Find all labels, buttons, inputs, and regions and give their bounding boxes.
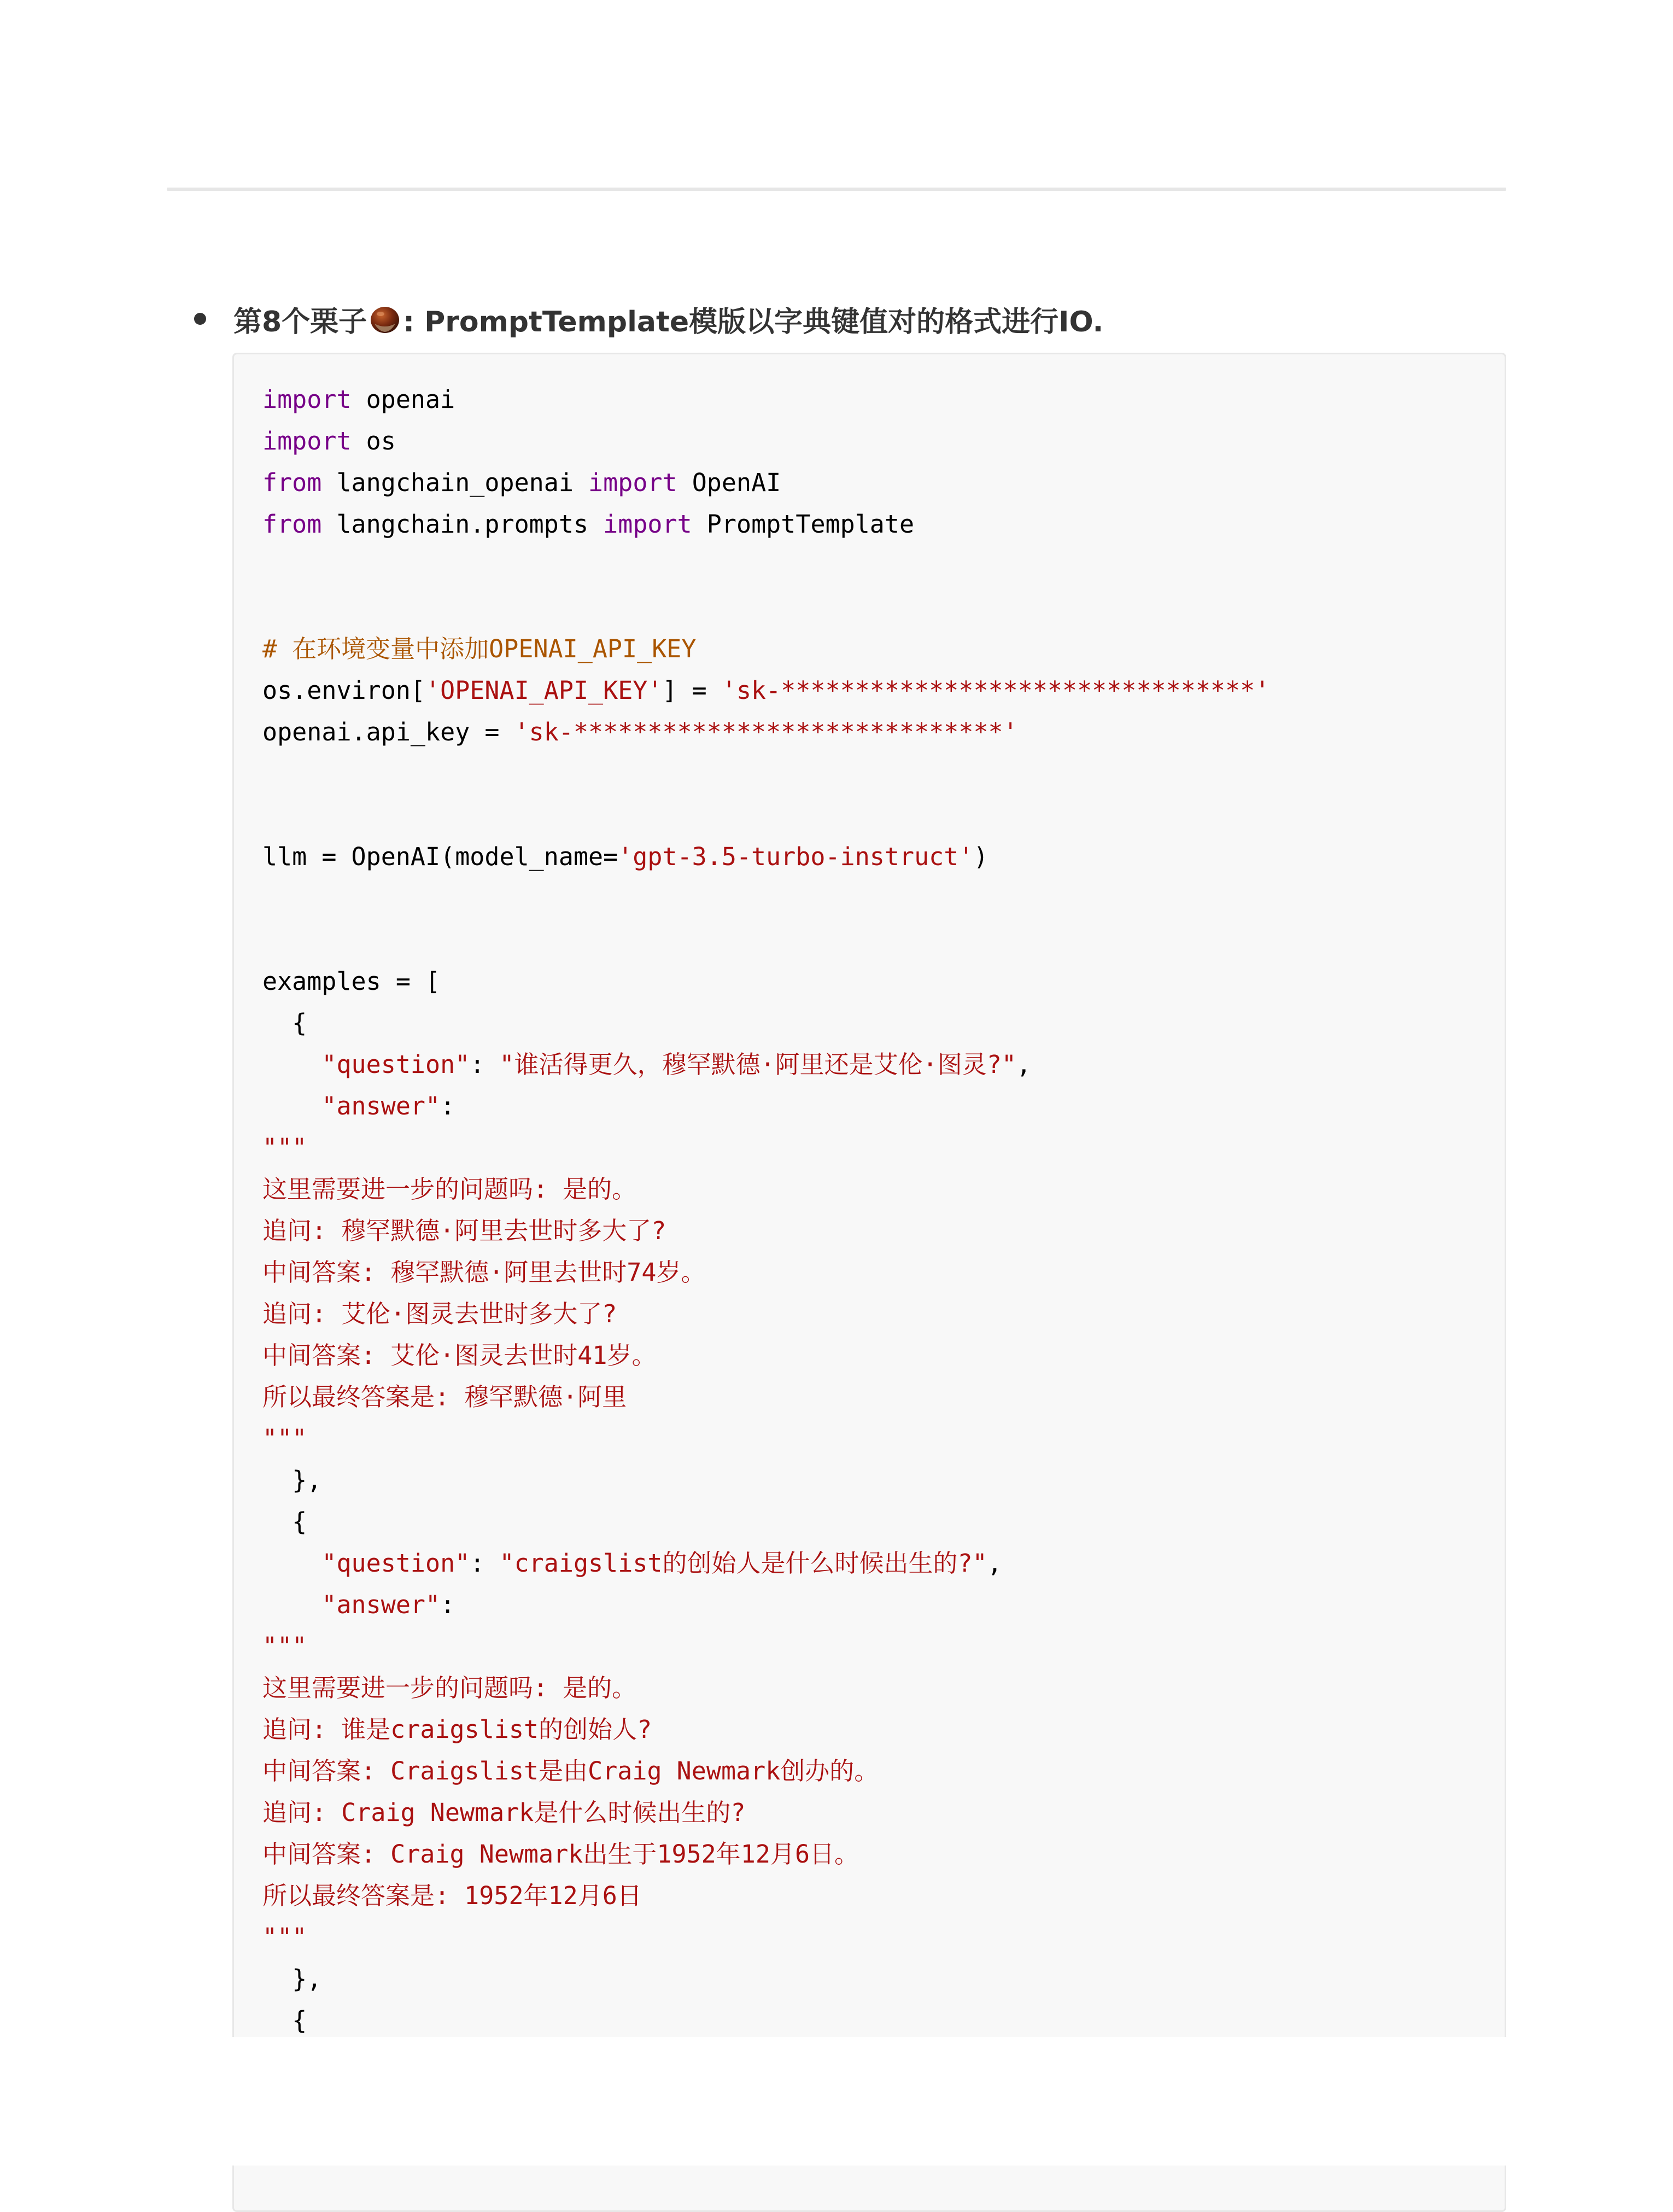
code-token: """ [262, 1632, 307, 1661]
code-token: "question" [321, 1050, 470, 1079]
code-token: 'sk-*****************************' [514, 717, 1018, 746]
code-token: import [262, 385, 352, 414]
code-line [262, 753, 1483, 795]
code-line [262, 1626, 1483, 1667]
code-token: llm = OpenAI(model_name= [262, 842, 618, 871]
code-token: { [262, 2006, 307, 2035]
code-token: , [987, 1549, 1002, 1578]
code-line [262, 1917, 1483, 1958]
code-line [262, 1335, 1483, 1376]
code-token: : [440, 1092, 455, 1120]
code-line [262, 2000, 1483, 2041]
code-token: : [470, 1050, 500, 1079]
code-line [262, 1834, 1483, 1875]
code-line [262, 795, 1483, 836]
code-line [262, 1792, 1483, 1834]
code-token: 'gpt-3.5-turbo-instruct' [618, 842, 974, 871]
code-line [262, 1543, 1483, 1584]
code-line [262, 1750, 1483, 1792]
code-token: from [262, 510, 322, 539]
code-token: ) [973, 842, 988, 871]
code-token [262, 1590, 321, 1619]
code-token [262, 1549, 321, 1578]
code-token: import [603, 510, 692, 539]
code-token: from [262, 468, 322, 497]
code-line [262, 545, 1483, 587]
code-token: 'OPENAI_API_KEY' [425, 676, 663, 705]
code-line [262, 1418, 1483, 1460]
code-token: ] = [662, 676, 722, 705]
code-token: os.environ[ [262, 676, 426, 705]
code-token: openai.api_key = [262, 717, 514, 746]
code-token: langchain_openai [321, 468, 589, 497]
code-token: """ [262, 1923, 307, 1952]
code-token: 所以最终答案是: 1952年12月6日 [262, 1881, 642, 1910]
code-line [262, 379, 1483, 421]
code-line [262, 961, 1483, 1002]
code-line [262, 1127, 1483, 1169]
code-token: OpenAI [677, 468, 781, 497]
code-line [262, 1709, 1483, 1750]
code-line [262, 711, 1483, 753]
code-token: os [351, 427, 396, 456]
code-line [262, 836, 1483, 878]
code-token: 中间答案: 穆罕默德·阿里去世时74岁。 [262, 1258, 706, 1287]
code-token: 追问: Craig Newmark是什么时候出生的? [262, 1798, 746, 1827]
code-lines [262, 379, 1483, 2041]
code-line [262, 1085, 1483, 1127]
code-line [262, 1501, 1483, 1543]
code-token: import [588, 468, 677, 497]
code-line [262, 919, 1483, 961]
code-line [262, 504, 1483, 545]
bullet-icon [194, 313, 206, 325]
code-token: { [262, 1008, 307, 1037]
code-line [262, 1958, 1483, 2000]
code-line [262, 1293, 1483, 1335]
code-token: langchain.prompts [321, 510, 604, 539]
code-token: }, [262, 1964, 322, 1993]
code-token: 中间答案: Craig Newmark出生于1952年12月6日。 [262, 1840, 859, 1869]
code-token: 所以最终答案是: 穆罕默德·阿里 [262, 1382, 627, 1411]
code-line [262, 1002, 1483, 1044]
code-line [262, 878, 1483, 919]
code-token: : [440, 1590, 455, 1619]
code-token: examples = [ [262, 967, 441, 996]
code-token: 'sk-********************************' [721, 676, 1270, 705]
code-block [232, 353, 1506, 2212]
code-line [262, 628, 1483, 670]
code-token: openai [351, 385, 455, 414]
code-token: 追问: 谁是craigslist的创始人? [262, 1715, 652, 1744]
code-line [262, 1376, 1483, 1418]
heading-prefix: 第8个栗子 [233, 305, 367, 338]
code-token: """ [262, 1133, 307, 1162]
code-token [262, 1050, 321, 1079]
code-token: "谁活得更久，穆罕默德·阿里还是艾伦·图灵?" [499, 1050, 1016, 1079]
horizontal-rule [167, 188, 1506, 191]
code-token: 这里需要进一步的问题吗: 是的。 [262, 1673, 637, 1702]
code-token: "question" [321, 1549, 470, 1578]
code-line [262, 1210, 1483, 1252]
code-token: 这里需要进一步的问题吗: 是的。 [262, 1175, 637, 1204]
code-token: "craigslist的创始人是什么时候出生的?" [499, 1549, 987, 1578]
page-bottom-margin [0, 2037, 1673, 2166]
code-token: """ [262, 1424, 307, 1453]
code-line [262, 1252, 1483, 1293]
code-line [262, 1460, 1483, 1501]
code-line [262, 1584, 1483, 1626]
code-token [262, 1092, 321, 1120]
code-token: 中间答案: 艾伦·图灵去世时41岁。 [262, 1341, 657, 1370]
code-token: 追问: 穆罕默德·阿里去世时多大了? [262, 1216, 666, 1245]
code-line [262, 462, 1483, 504]
code-token: }, [262, 1466, 322, 1495]
chestnut-icon [369, 303, 401, 335]
code-line [262, 1875, 1483, 1917]
code-token: 中间答案: Craigslist是由Craig Newmark创办的。 [262, 1756, 879, 1785]
code-token: 追问: 艾伦·图灵去世时多大了? [262, 1299, 617, 1328]
code-token: "answer" [321, 1092, 441, 1120]
code-token: : [470, 1549, 500, 1578]
heading-suffix: : PromptTemplate模版以字典键值对的格式进行IO. [403, 305, 1104, 338]
list-item [194, 294, 1506, 343]
code-token: "answer" [321, 1590, 441, 1619]
code-token: , [1016, 1050, 1032, 1079]
code-token: import [262, 427, 352, 456]
code-line [262, 1169, 1483, 1210]
code-line [262, 587, 1483, 628]
section-heading [233, 299, 1103, 340]
code-token: # 在环境变量中添加OPENAI_API_KEY [262, 634, 697, 663]
code-line [262, 421, 1483, 462]
code-token: { [262, 1507, 307, 1536]
code-token: PromptTemplate [692, 510, 915, 539]
code-line [262, 1044, 1483, 1085]
code-line [262, 670, 1483, 711]
code-line [262, 1667, 1483, 1709]
